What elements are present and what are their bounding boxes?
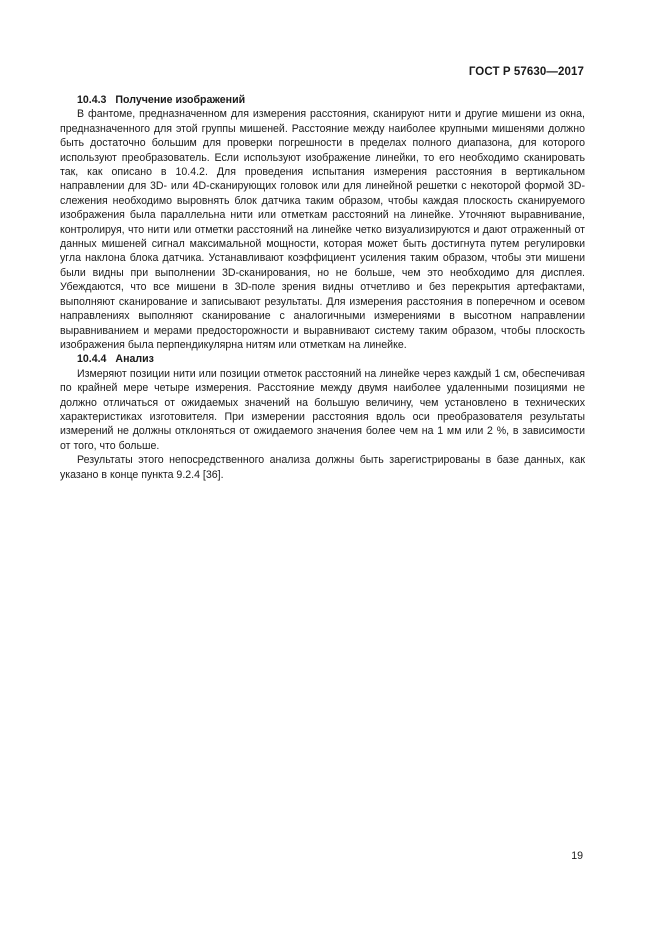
section-number: 10.4.3 [77, 94, 107, 106]
document-body [60, 93, 585, 482]
page-number: 19 [571, 850, 583, 862]
section-title: Получение изображений [115, 94, 246, 106]
section-heading [60, 93, 585, 107]
section-number: 10.4.4 [77, 353, 107, 366]
paragraph: В фантоме, предназначенном для измерения расстояния, сканируют нити и другие мишени из окна, предназначенного для этой группы мишеней. Расстояние между наиболее крупными мишенями должно быть достаточно большим для проверки погрешности в пределах полного диапазона, для которого используют преобразователь. Если используют изображение линейки, то его необходимо сканировать так, как описано в 10.4.2. Для проведения испытания измерения расстояния в вертикальном направлении для 3D- или 4D-сканирующих головок или для линейной решетки с некоторой формой 3D-слежения необходимо выровнять блок датчика таким образом, чтобы каждая плоскость сканируемого изображения была параллельна нити или отметкам расстояний на линейке. Уточняют выравнивание, контролируя, что нити или отметки расстояний на линейке четко визуализируются и дают отраженный от данных мишеней сигнал максимальной мощности, которая может быть достигнута путем регулировки угла наклона блока датчика. Устанавливают коэффициент усиления таким образом, чтобы эти мишени были видны при выполнении 3D-сканирования, но не больше, чем это необходимо для дисплея. Убеждаются, что все мишени в 3D-поле зрения видны отчетливо и без перекрытия артефактами, выполняют сканирование и записывают результаты. Для измерения расстояния в поперечном и осевом направлениях выполняют сканирование с аналогичными измерениями в высотном направлении выравниванием и мерами предосторожности и выравнивают систему таким образом, чтобы плоскость изображения была перпендикулярна нитям или отметкам на линейке. [60, 108, 585, 351]
standard-id: ГОСТ Р 57630—2017 [468, 66, 584, 78]
document-header [469, 66, 584, 78]
section-title: Анализ [115, 353, 154, 366]
paragraph: Результаты этого непосредственного анализа должны быть зарегистрированы в базе данных, как указано в конце пункта 9.2.4 [36]. [60, 454, 585, 481]
paragraph: Измеряют позиции нити или позиции отметок расстояний на линейке через каждый 1 см, обеспечивая по крайней мере четыре измерения. Расстояние между двумя наиболее удаленными позициями не должно отличаться от ожидаемых значений на большую величину, чем установлено в технических характеристиках изготовителя. При измерении расстояния вдоль оси преобразователя результаты измерений не должны отклоняться от ожидаемого значения более чем на 1 мм или 2 %, в зависимости от того, что больше. [60, 367, 585, 452]
section-10-4-4 [60, 352, 585, 482]
section-10-4-3 [60, 93, 585, 352]
section-heading [60, 352, 585, 366]
